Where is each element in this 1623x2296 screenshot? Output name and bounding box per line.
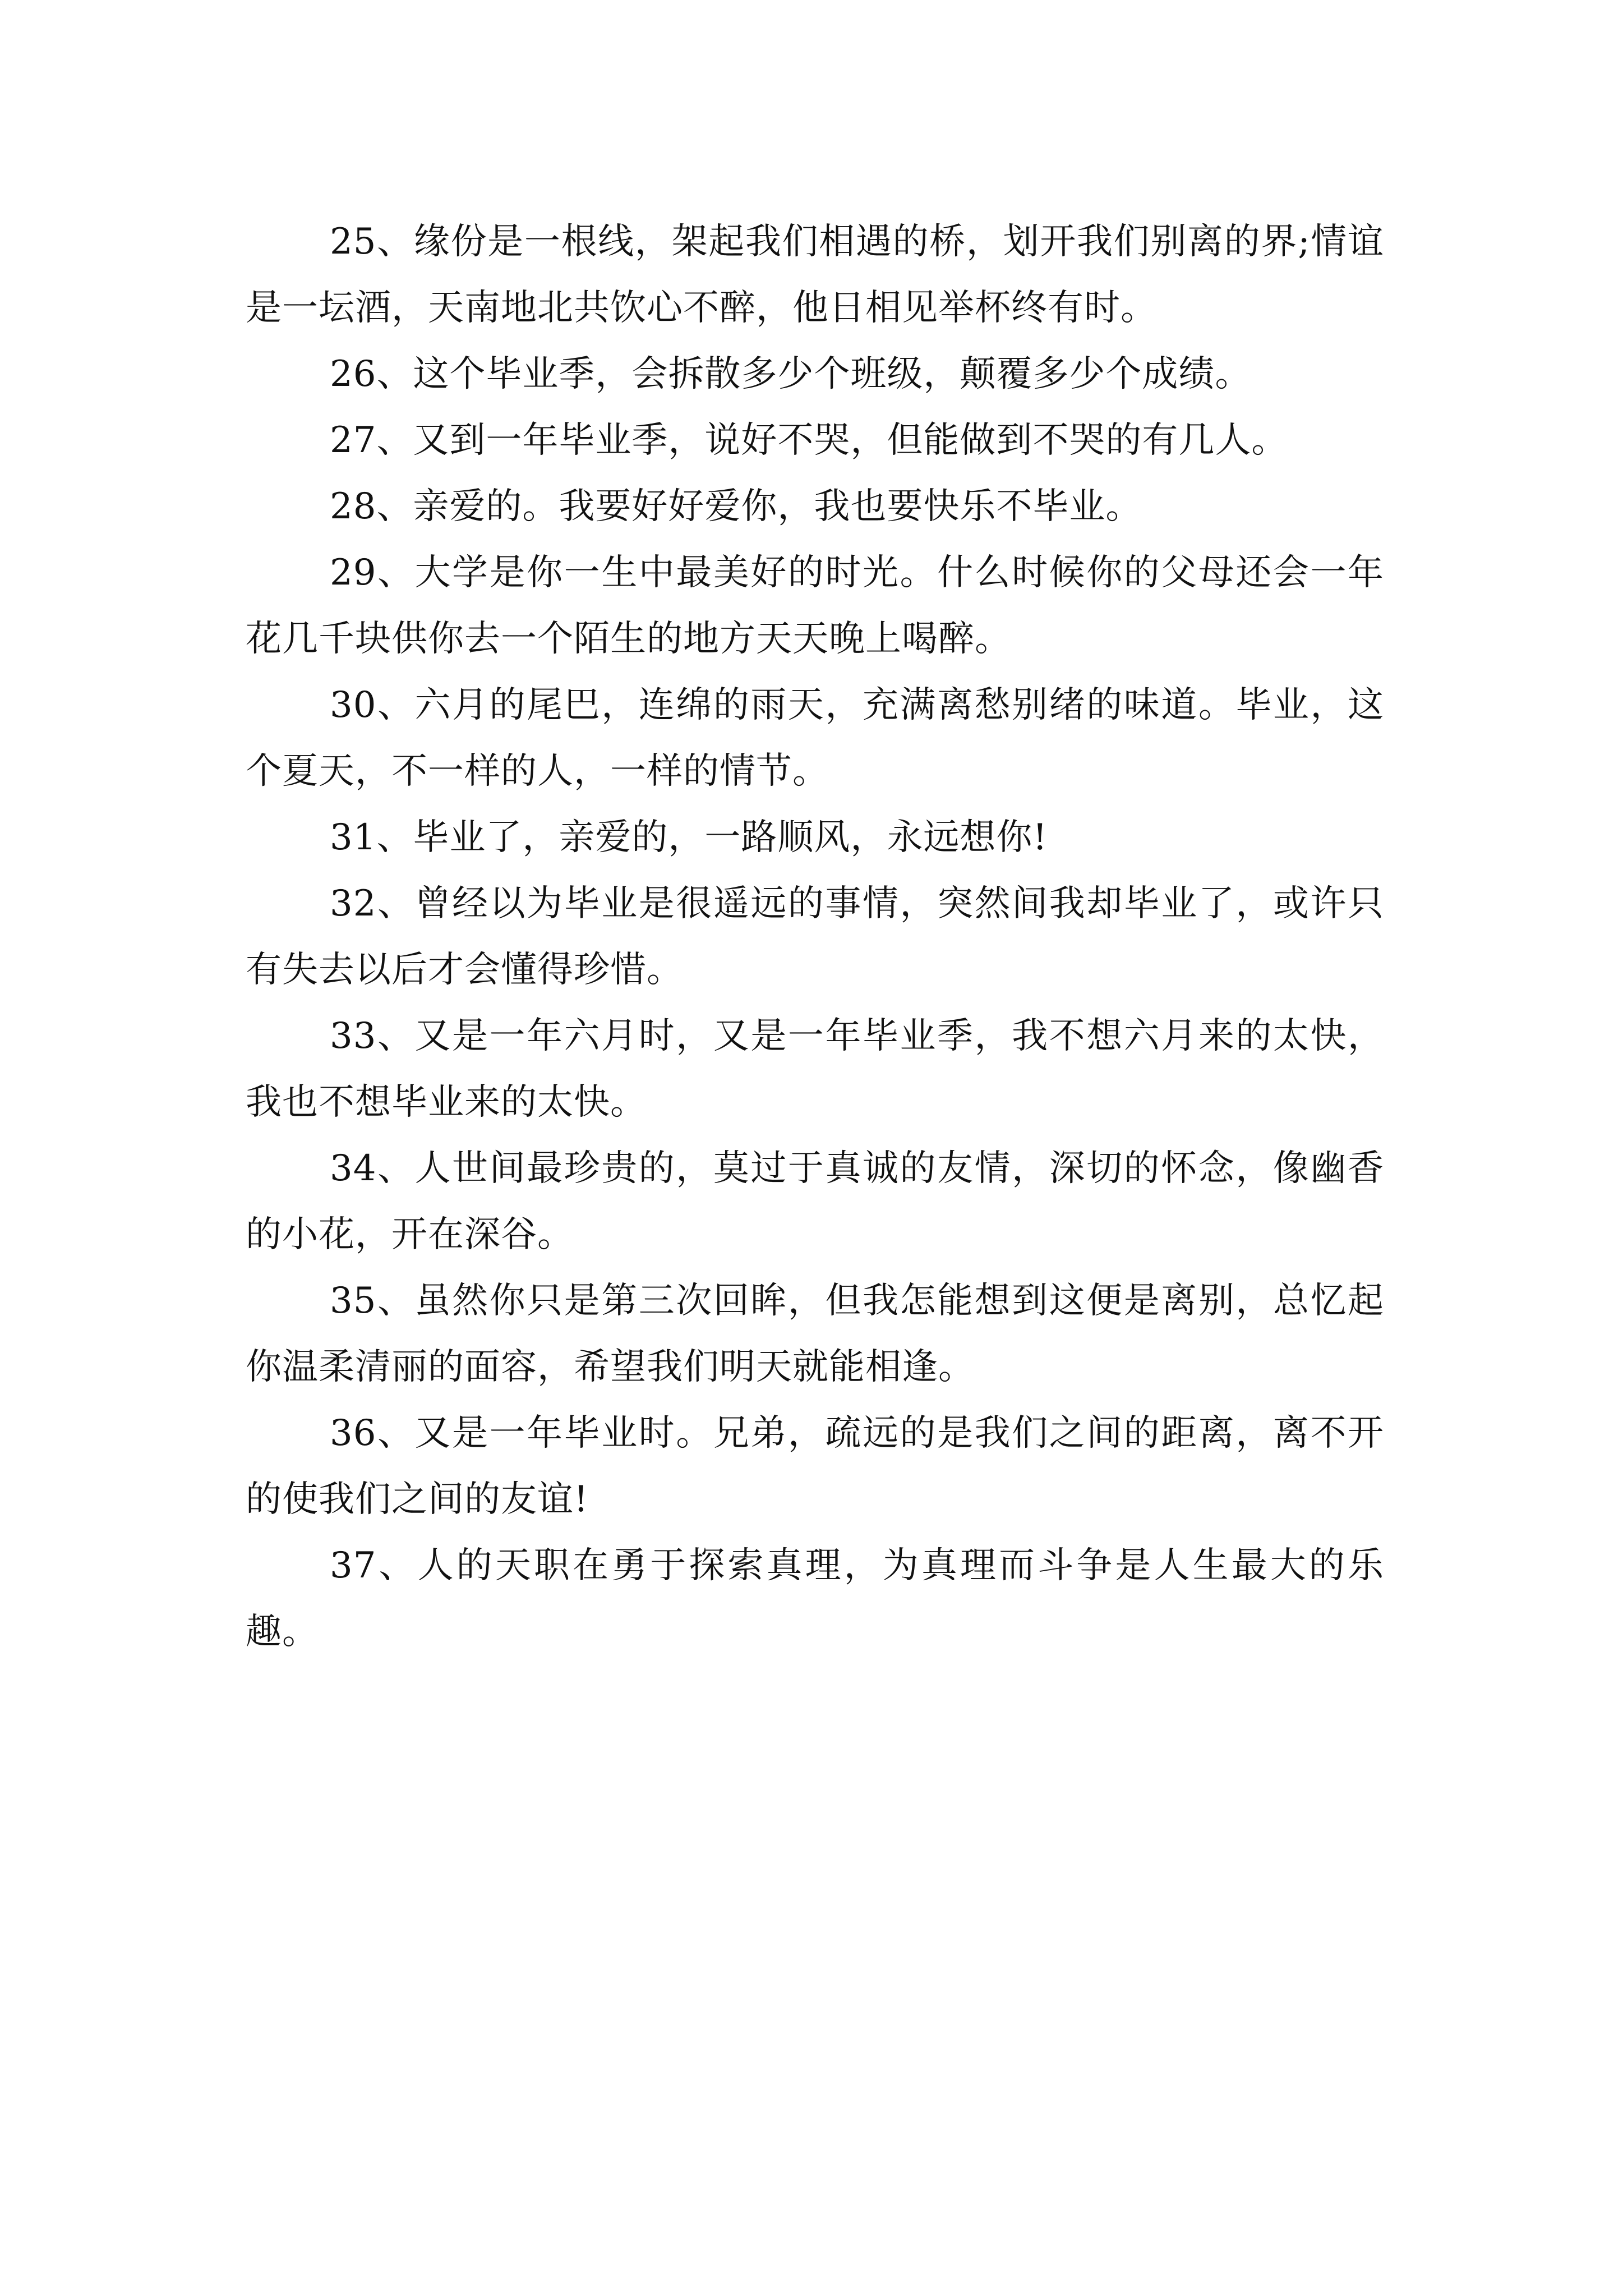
paragraph-30: 30、六月的尾巴，连绵的雨天，充满离愁别绪的味道。毕业，这个夏天，不一样的人，一样的情节。 bbox=[246, 684, 1384, 792]
paragraph-28: 28、亲爱的。我要好好爱你，我也要快乐不毕业。 bbox=[330, 486, 1142, 527]
paragraph-34: 34、人世间最珍贵的，莫过于真诚的友情，深切的怀念，像幽香的小花，开在深谷。 bbox=[246, 1148, 1384, 1255]
paragraph-31: 31、毕业了，亲爱的，一路顺风，永远想你! bbox=[330, 817, 1048, 858]
document-body bbox=[246, 209, 1384, 1665]
paragraph-33: 33、又是一年六月时，又是一年毕业季，我不想六月来的太快，我也不想毕业来的太快。 bbox=[246, 1015, 1384, 1123]
paragraph-36: 36、又是一年毕业时。兄弟，疏远的是我们之间的距离，离不开的使我们之间的友谊! bbox=[246, 1412, 1384, 1520]
paragraph-29: 29、大学是你一生中最美好的时光。什么时候你的父母还会一年花几千块供你去一个陌生的地方天天晚上喝醉。 bbox=[246, 552, 1384, 660]
paragraph-37: 37、人的天职在勇于探索真理，为真理而斗争是人生最大的乐趣。 bbox=[246, 1545, 1384, 1653]
paragraph-26: 26、这个毕业季，会拆散多少个班级，颠覆多少个成绩。 bbox=[330, 353, 1252, 395]
paragraph-35: 35、虽然你只是第三次回眸，但我怎能想到这便是离别，总忆起你温柔清丽的面容，希望我们明天就能相逢。 bbox=[246, 1280, 1384, 1388]
paragraph-25: 25、缘份是一根线，架起我们相遇的桥，划开我们别离的界;情谊是一坛酒，天南地北共饮心不醉，他日相见举杯终有时。 bbox=[246, 221, 1384, 329]
paragraph-32: 32、曾经以为毕业是很遥远的事情，突然间我却毕业了，或许只有失去以后才会懂得珍惜。 bbox=[246, 883, 1384, 991]
paragraph-27: 27、又到一年毕业季，说好不哭，但能做到不哭的有几人。 bbox=[330, 420, 1288, 461]
